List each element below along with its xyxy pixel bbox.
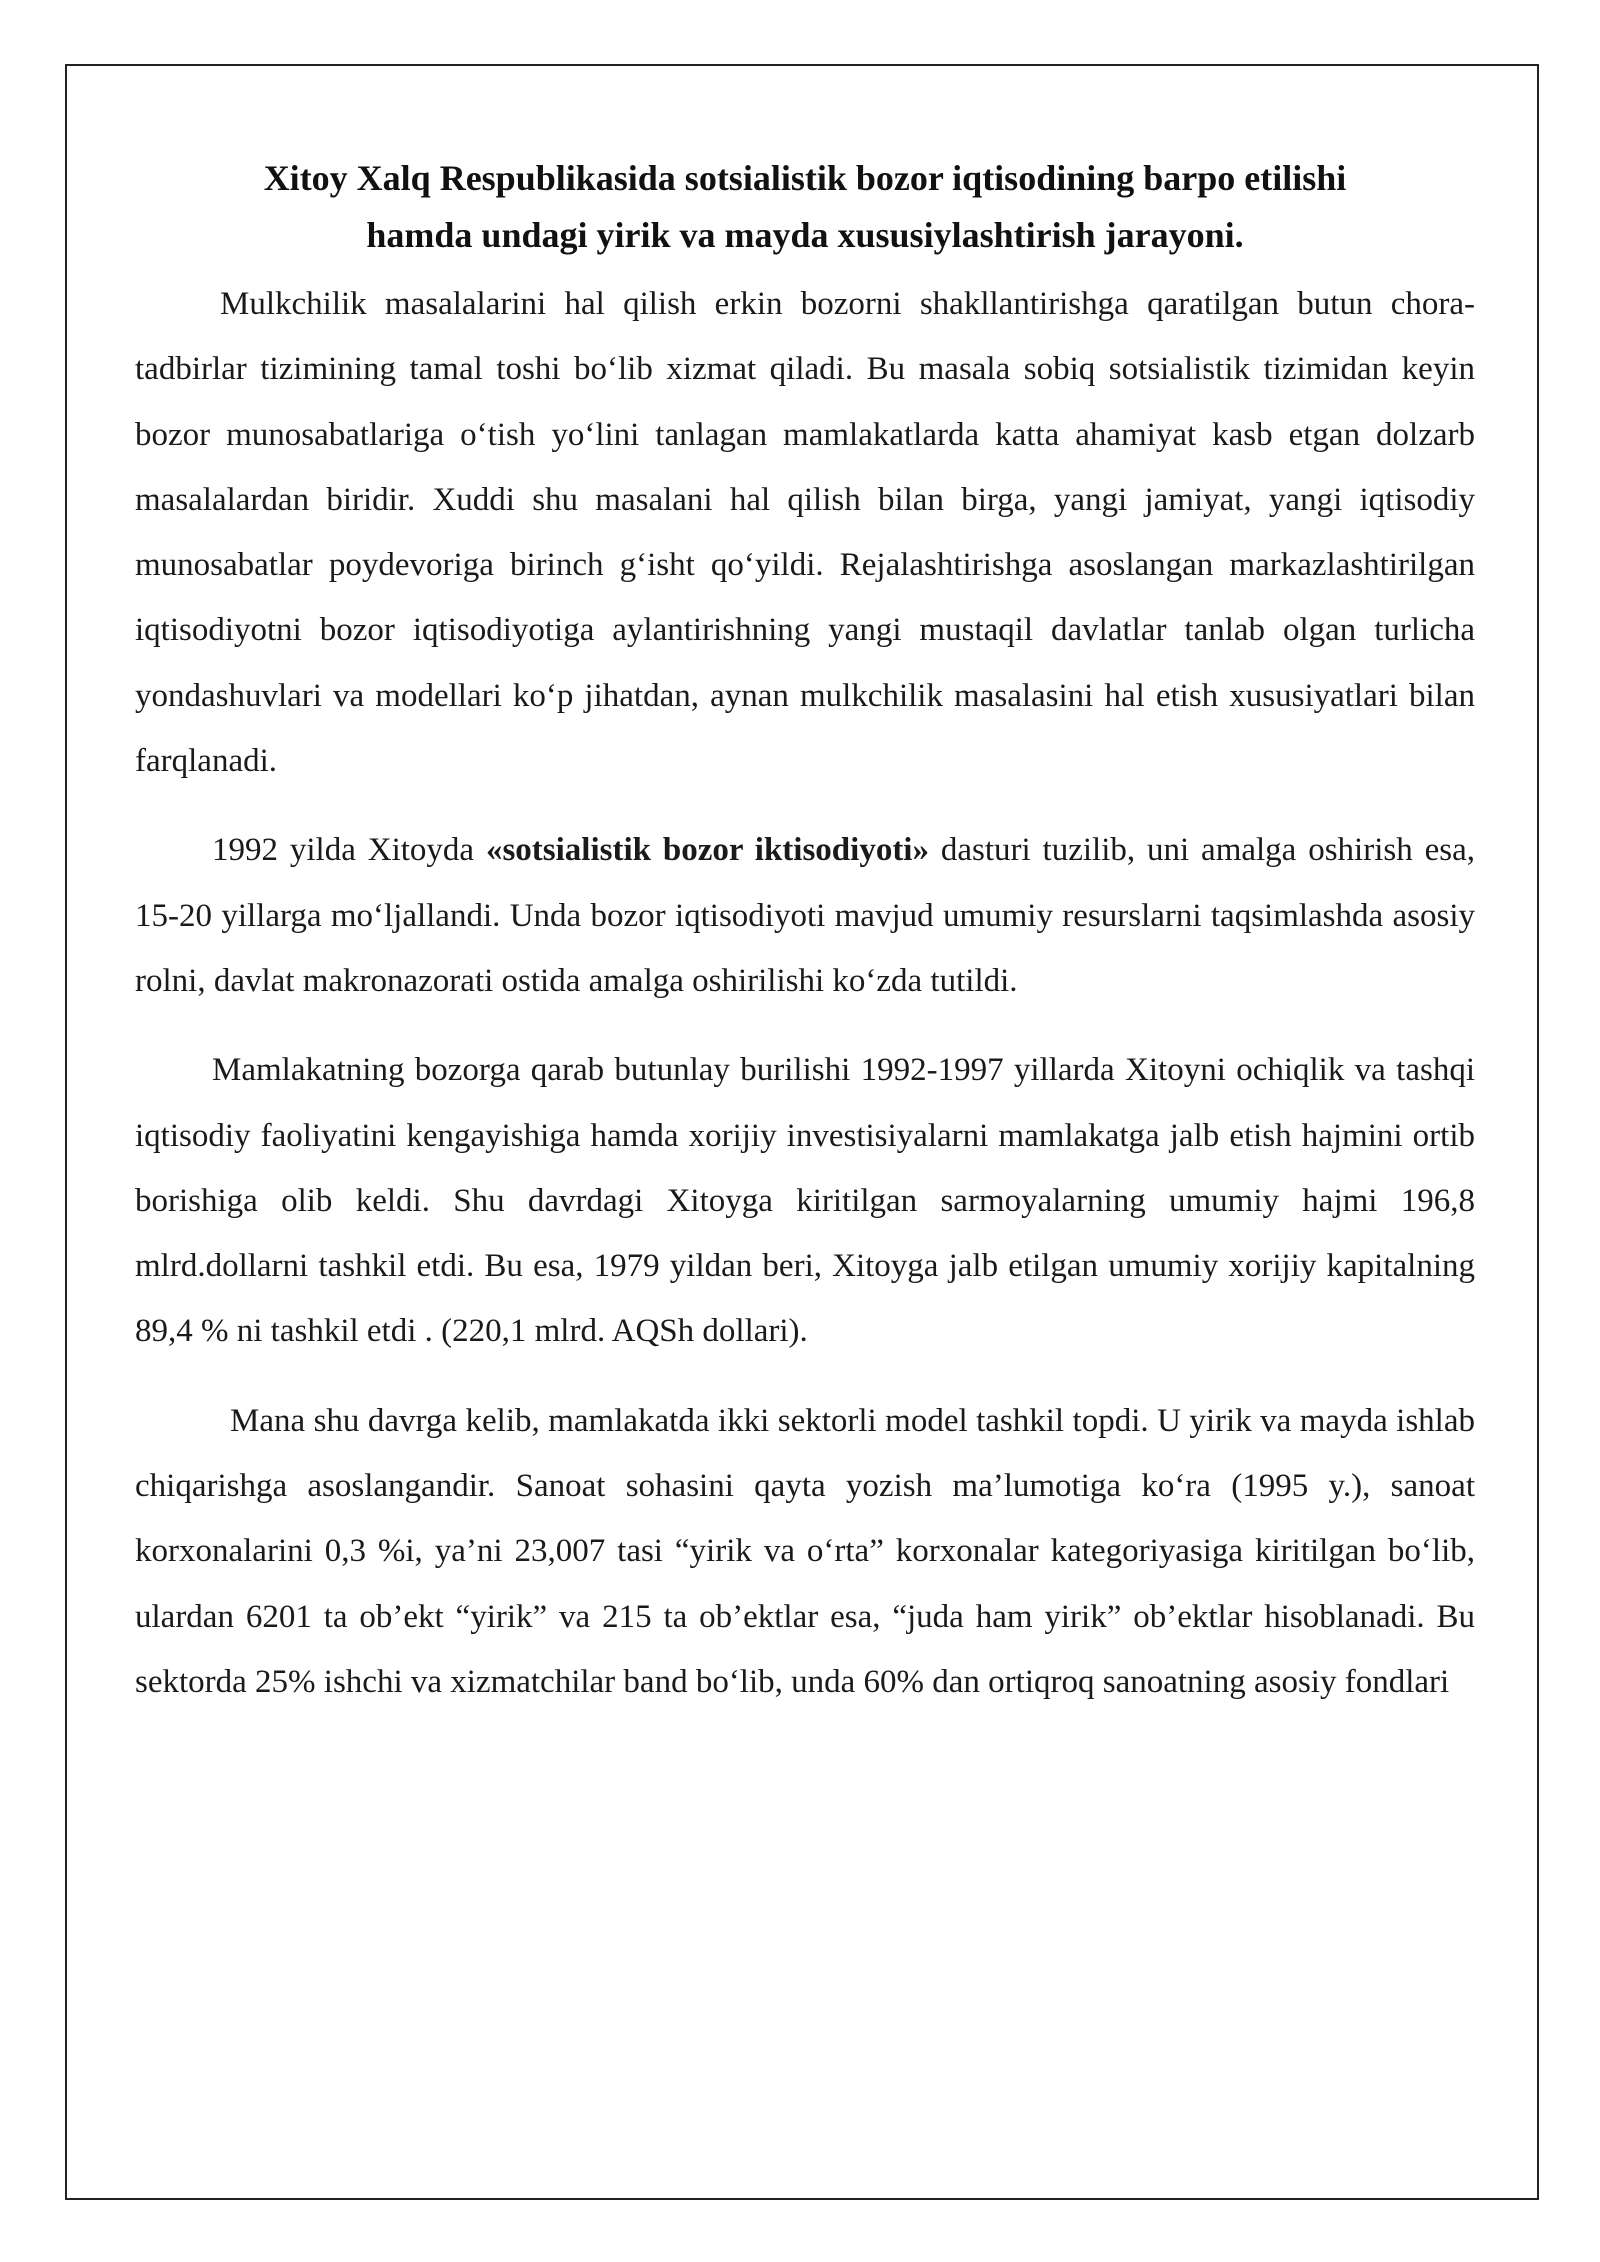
title-line-1: Xitoy Xalq Respublikasida sotsialistik bozor iqtisodining barpo etilishi xyxy=(263,158,1347,198)
document-title xyxy=(135,150,1475,264)
paragraph-4: Mana shu davrga kelib, mamlakatda ikki sektorli model tashkil topdi. U yirik va mayda ishlab chiqarishga asoslangandir. Sanoat sohasini qayta yozish ma’lumotiga ko‘ra (1995 y.), sanoat korxonalarini 0,3 %i, ya’ni 23,007 tasi “yirik va o‘rta” korxonalar kategoriyasiga kiritilgan bo‘lib, ulardan 6201 ta ob’ekt “yirik” va 215 ta ob’ektlar esa, “juda ham yirik” ob’ektlar hisoblanadi. Bu sektorda 25% ishchi va xizmatchilar band bo‘lib, unda 60% dan ortiqroq sanoatning asosiy fondlari xyxy=(135,1402,1475,1700)
document-body xyxy=(135,150,1475,1715)
paragraph-2-lead: 1992 yilda Xitoyda xyxy=(212,832,486,869)
paragraph-2 xyxy=(135,818,1475,1014)
paragraph-3: Mamlakatning bozorga qarab butunlay burilishi 1992-1997 yillarda Xitoyni ochiqlik va tashqi iqtisodiy faoliyatini kengayishiga hamda xorijiy investisiyalarni mamlakatga jalb etish hajmini ortib borishiga olib keldi. Shu davrdagi Xitoyga kiritilgan sarmoyalarning umumiy hajmi 196,8 mlrd.dollarni tashkil etdi. Bu esa, 1979 yildan beri, Xitoyga jalb etilgan umumiy xorijiy kapitalning 89,4 % ni tashkil etdi . (220,1 mlrd. AQSh dollari). xyxy=(135,1052,1475,1350)
title-line-2: hamda undagi yirik va mayda xususiylashtirish jarayoni. xyxy=(366,215,1244,255)
paragraph-2-rest: dasturi tuzilib, uni amalga oshirish esa, 15-20 yillarga mo‘ljallandi. Unda bozor iqtisodiyoti mavjud umumiy resurslarni taqsimlashda asosiy rolni, davlat makronazorati ostida amalga oshirilishi ko‘zda tutildi. xyxy=(135,832,1475,999)
program-name-bold: «sotsialistik bozor iktisodiyoti» xyxy=(485,832,929,869)
paragraph-1: Mulkchilik masalalarini hal qilish erkin bozorni shakllantirishga qaratilgan butun chora-tadbirlar tizimining tamal toshi bo‘lib xizmat qiladi. Bu masala sobiq sotsialistik tizimidan keyin bozor munosabatlariga o‘tish yo‘lini tanlagan mamlakatlarda katta ahamiyat kasb etgan dolzarb masalalardan biridir. Xuddi shu masalani hal qilish bilan birga, yangi jamiyat, yangi iqtisodiy munosabatlar poydevoriga birinch g‘isht qo‘yildi. Rejalashtirishga asoslangan markazlashtirilgan iqtisodiyotni bozor iqtisodiyotiga aylantirishning yangi mustaqil davlatlar tanlab olgan turlicha yondashuvlari va modellari ko‘p jihatdan, aynan mulkchilik masalasini hal etish xususiyatlari bilan farqlanadi. xyxy=(135,286,1475,780)
